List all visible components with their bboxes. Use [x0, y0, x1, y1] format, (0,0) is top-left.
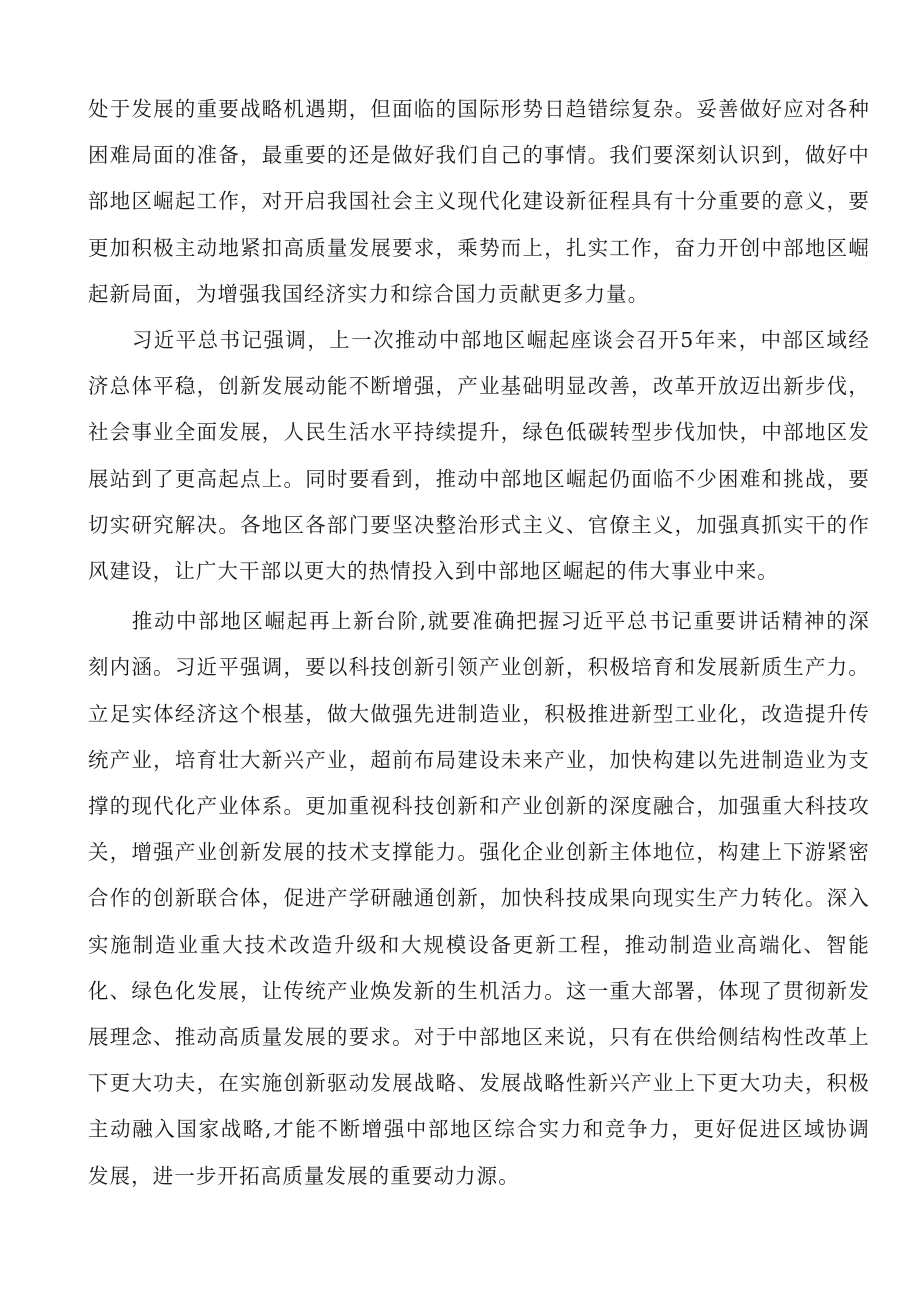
paragraph-2: 习近平总书记强调，上一次推动中部地区崛起座谈会召开5年来，中部区域经济总体平稳，创新发展动能不断增强，产业基础明显改善，改革开放迈出新步伐，社会事业全面发展，人民生活水平持续提升，绿色低碳转型步伐加快，中部地区发展站到了更高起点上。同时要看到，推动中部地区崛起仍面临不少困难和挑战，要切实研究解决。各地区各部门要坚决整治形式主义、官僚主义，加强真抓实干的作风建设，让广大干部以更大的热情投入到中部地区崛起的伟大事业中来。	[88, 328, 870, 584]
paragraph-3: 推动中部地区崛起再上新台阶,就要准确把握习近平总书记重要讲话精神的深刻内涵。习近平强调，要以科技创新引领产业创新，积极培育和发展新质生产力。立足实体经济这个根基，做大做强先进制造业，积极推进新型工业化，改造提升传统产业，培育壮大新兴产业，超前布局建设未来产业，加快构建以先进制造业为支撑的现代化产业体系。更加重视科技创新和产业创新的深度融合，加强重大科技攻关，增强产业创新发展的技术支撑能力。强化企业创新主体地位，构建上下游紧密合作的创新联合体，促进产学研融通创新，加快科技成果向现实生产力转化。深入实施制造业重大技术改造升级和大规模设备更新工程，推动制造业高端化、智能化、绿色化发展，让传统产业焕发新的生机活力。这一重大部署，体现了贯彻新发展理念、推动高质量发展的要求。对于中部地区来说，只有在供给侧结构性改革上下更大功夫，在实施创新驱动发展战略、发展战略性新兴产业上下更大功夫，积极主动融入国家战略,才能不断增强中部地区综合实力和竞争力，更好促进区域协调发展，进一步开拓高质量发展的重要动力源。	[88, 609, 870, 1188]
document-body	[88, 86, 870, 1199]
paragraph-1: 处于发展的重要战略机遇期，但面临的国际形势日趋错综复杂。妥善做好应对各种困难局面的准备，最重要的还是做好我们自己的事情。我们要深刻认识到，做好中部地区崛起工作，对开启我国社会主义现代化建设新征程具有十分重要的意义，要更加积极主动地紧扣高质量发展要求，乘势而上，扎实工作，奋力开创中部地区崛起新局面，为增强我国经济实力和综合国力贡献更多力量。	[88, 97, 870, 306]
